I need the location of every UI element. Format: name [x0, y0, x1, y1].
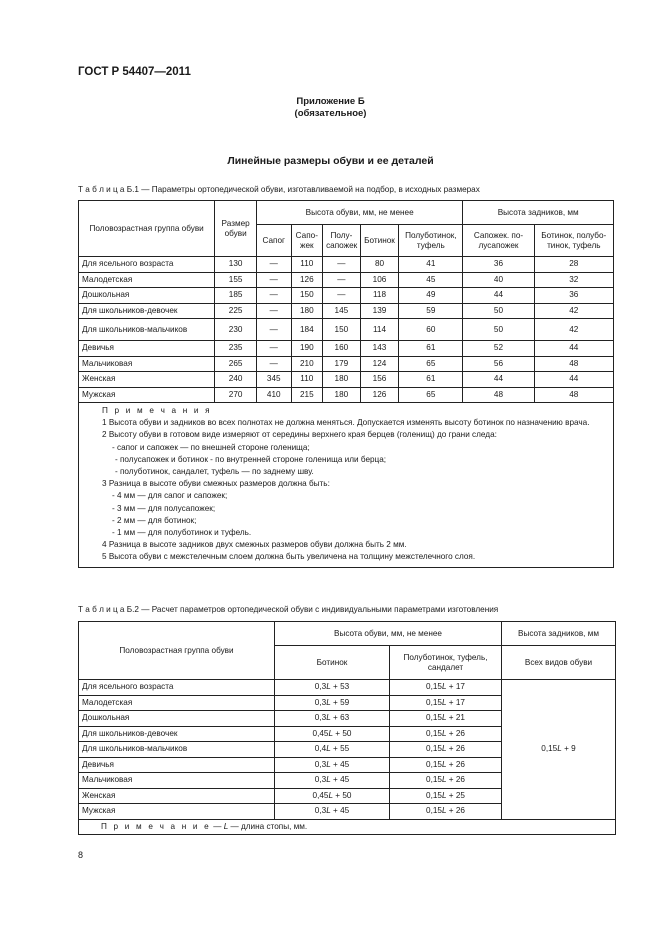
table-cell: 110	[291, 372, 323, 388]
table-cell: 270	[215, 387, 257, 403]
table-row	[79, 680, 616, 696]
formula-cell: 0,15L + 17	[390, 680, 502, 696]
formula-cell: 0,15L + 26	[390, 773, 502, 789]
table-cell: 410	[256, 387, 291, 403]
t1-header-heel: Высота задников, мм	[463, 201, 614, 225]
note-item: 1 Высота обуви и задников во всех полнотах не должна меняться. Допускается изменять высоту ботинок по назначению врача.	[102, 418, 590, 428]
table-cell: 118	[360, 288, 399, 304]
table-cell: —	[256, 341, 291, 357]
formula-cell: 0,3L + 63	[275, 711, 390, 727]
table-cell: 265	[215, 356, 257, 372]
table-cell: 126	[360, 387, 399, 403]
note-item: - 1 мм — для полуботинок и туфель.	[112, 528, 252, 538]
table-cell: 150	[291, 288, 323, 304]
note-item: - 2 мм — для ботинок;	[112, 515, 197, 525]
table2-caption-text: Б.2 — Расчет параметров ортопедической обуви с индивидуальными параметрами изготовления	[124, 605, 499, 614]
row-label: Малодетская	[79, 272, 215, 288]
note-item: - полуботинок, сандалет, туфель — по заднему шву.	[115, 467, 314, 477]
table-cell: 44	[534, 341, 613, 357]
table1-caption-text: Б.1 — Параметры ортопедической обуви, изготавливаемой на подбор, в исходных размерах	[124, 185, 480, 194]
table-cell: 40	[463, 272, 534, 288]
table1-caption-prefix: Т а б л и ц а	[78, 185, 125, 194]
table-cell: 110	[291, 257, 323, 273]
formula-cell: 0,15L + 26	[390, 757, 502, 773]
table-cell: 28	[534, 257, 613, 273]
table-cell: —	[323, 257, 361, 273]
table1-notes	[79, 403, 614, 568]
row-label: Малодетская	[79, 695, 275, 711]
row-label: Девичья	[79, 341, 215, 357]
table-cell: 126	[291, 272, 323, 288]
table-row	[79, 288, 614, 304]
formula-cell: 0,15L + 26	[390, 742, 502, 758]
formula-cell: 0,15L + 21	[390, 711, 502, 727]
table-cell: 160	[323, 341, 361, 357]
formula-cell: 0,15L + 17	[390, 695, 502, 711]
table-cell: —	[256, 272, 291, 288]
formula-cell: 0,3L + 53	[275, 680, 390, 696]
table-cell: 61	[399, 372, 463, 388]
table-cell: 215	[291, 387, 323, 403]
table-cell: 240	[215, 372, 257, 388]
table2	[78, 621, 616, 835]
table-cell: 185	[215, 288, 257, 304]
table2-caption-prefix: Т а б л и ц а	[78, 605, 125, 614]
note-item: - 4 мм — для сапог и сапожек;	[112, 491, 228, 501]
t1-sub-header: Сапо-жек	[291, 225, 323, 257]
table-row	[79, 372, 614, 388]
note-item: - полусапожек и ботинок - по внутренней стороне голенища или берца;	[115, 454, 387, 464]
table-cell: 59	[399, 303, 463, 319]
note-item: 5 Высота обуви с межстелечным слоем должна быть увеличена на толщину межстелечного слоя.	[102, 552, 476, 562]
row-label: Женская	[79, 372, 215, 388]
table-cell: 61	[399, 341, 463, 357]
table-cell: —	[256, 303, 291, 319]
table-cell: 41	[399, 257, 463, 273]
t2-sub-header: Всех видов обуви	[502, 646, 616, 680]
table-cell: 65	[399, 356, 463, 372]
appendix-title: Приложение Б	[296, 96, 365, 107]
table-cell: 60	[399, 319, 463, 341]
formula-cell: 0,15L + 26	[390, 804, 502, 820]
table-cell: 230	[215, 319, 257, 341]
table-cell: 32	[534, 272, 613, 288]
t1-sub-header: Полу-сапожек	[323, 225, 361, 257]
t2-sub-header: Ботинок	[275, 646, 390, 680]
row-label: Для школьников-девочек	[79, 303, 215, 319]
table2-note: П р и м е ч а н и е — L — длина стопы, мм.	[79, 819, 616, 834]
t1-sub-header: Полуботинок, туфель	[399, 225, 463, 257]
formula-cell: 0,15L + 26	[390, 726, 502, 742]
table-cell: 48	[534, 387, 613, 403]
table-cell: —	[256, 257, 291, 273]
t2-header-group: Половозрастная группа обуви	[79, 622, 275, 680]
table-cell: 42	[534, 303, 613, 319]
table-cell: 225	[215, 303, 257, 319]
table-cell: 210	[291, 356, 323, 372]
table-row	[79, 319, 614, 341]
formula-cell: 0,3L + 45	[275, 773, 390, 789]
table-cell: 49	[399, 288, 463, 304]
table-row	[79, 387, 614, 403]
table-cell: 48	[534, 356, 613, 372]
table1-caption	[78, 185, 480, 194]
row-label: Для ясельного возраста	[79, 680, 275, 696]
table-cell: 45	[399, 272, 463, 288]
table-row	[79, 272, 614, 288]
formula-cell: 0,45L + 50	[275, 726, 390, 742]
table-cell: 130	[215, 257, 257, 273]
table-cell: 50	[463, 303, 534, 319]
table-cell: —	[256, 356, 291, 372]
table-row	[79, 257, 614, 273]
table-cell: 345	[256, 372, 291, 388]
formula-cell: 0,3L + 45	[275, 804, 390, 820]
table-cell: —	[256, 288, 291, 304]
table1	[78, 200, 614, 568]
table-cell: 145	[323, 303, 361, 319]
formula-cell: 0,4L + 55	[275, 742, 390, 758]
table-cell: 180	[323, 372, 361, 388]
table-row	[79, 356, 614, 372]
table-cell: 42	[534, 319, 613, 341]
row-label: Девичья	[79, 757, 275, 773]
heel-all-formula: 0,15L + 9	[502, 680, 616, 820]
table-row	[79, 303, 614, 319]
table-cell: —	[323, 288, 361, 304]
note-item: 4 Разница в высоте задников двух смежных размеров обуви должна быть 2 мм.	[102, 540, 407, 550]
table-cell: 50	[463, 319, 534, 341]
t2-sub-header: Полуботинок, туфель, сандалет	[390, 646, 502, 680]
row-label: Мальчиковая	[79, 773, 275, 789]
row-label: Мальчиковая	[79, 356, 215, 372]
t1-sub-header: Сапог	[256, 225, 291, 257]
t1-header-group: Половозрастная группа обуви	[79, 201, 215, 257]
table-cell: 36	[463, 257, 534, 273]
table-cell: 155	[215, 272, 257, 288]
t1-sub-header: Ботинок, полубо-тинок, туфель	[534, 225, 613, 257]
formula-cell: 0,45L + 50	[275, 788, 390, 804]
row-label: Для школьников-мальчиков	[79, 319, 215, 341]
table-cell: 80	[360, 257, 399, 273]
note-item: 3 Разница в высоте обуви смежных размеров должна быть:	[102, 479, 330, 489]
notes-title: П р и м е ч а н и я	[102, 406, 212, 415]
table-cell: 56	[463, 356, 534, 372]
row-label: Дошкольная	[79, 288, 215, 304]
table-cell: 156	[360, 372, 399, 388]
row-label: Для школьников-мальчиков	[79, 742, 275, 758]
row-label: Женская	[79, 788, 275, 804]
note-item: 2 Высоту обуви в готовом виде измеряют от середины верхнего края берцев (голенищ) до грани следа:	[102, 430, 497, 440]
table-cell: 184	[291, 319, 323, 341]
table-cell: 52	[463, 341, 534, 357]
table-cell: 190	[291, 341, 323, 357]
table-cell: 179	[323, 356, 361, 372]
table-cell: 44	[463, 288, 534, 304]
table-cell: 106	[360, 272, 399, 288]
table-cell: 36	[534, 288, 613, 304]
formula-cell: 0,3L + 59	[275, 695, 390, 711]
table-cell: 139	[360, 303, 399, 319]
section-title: Линейные размеры обуви и ее деталей	[227, 155, 434, 167]
table-cell: 143	[360, 341, 399, 357]
table-cell: 114	[360, 319, 399, 341]
formula-cell: 0,3L + 45	[275, 757, 390, 773]
table-cell: 180	[291, 303, 323, 319]
table-cell: 235	[215, 341, 257, 357]
t1-sub-header: Сапожек. по-лусапожек	[463, 225, 534, 257]
table-cell: 44	[463, 372, 534, 388]
table-cell: 44	[534, 372, 613, 388]
table-cell: 150	[323, 319, 361, 341]
page-number: 8	[78, 850, 84, 860]
table-cell: 65	[399, 387, 463, 403]
t1-header-height: Высота обуви, мм, не менее	[256, 201, 462, 225]
row-label: Дошкольная	[79, 711, 275, 727]
formula-cell: 0,15L + 25	[390, 788, 502, 804]
row-label: Мужская	[79, 387, 215, 403]
table-cell: 48	[463, 387, 534, 403]
table-row	[79, 341, 614, 357]
t2-header-height: Высота обуви, мм, не менее	[275, 622, 502, 646]
note-item: - 3 мм — для полусапожек;	[112, 503, 216, 513]
note-item: - сапог и сапожек — по внешней стороне голенища;	[112, 442, 310, 452]
document-header: ГОСТ Р 54407—2011	[78, 66, 191, 78]
row-label: Для ясельного возраста	[79, 257, 215, 273]
appendix-status: (обязательное)	[294, 108, 367, 119]
table2-caption	[78, 605, 498, 614]
table-cell: —	[256, 319, 291, 341]
table-cell: —	[323, 272, 361, 288]
t2-header-heel: Высота задников, мм	[502, 622, 616, 646]
row-label: Для школьников-девочек	[79, 726, 275, 742]
table-cell: 180	[323, 387, 361, 403]
t1-header-size: Размер обуви	[215, 201, 257, 257]
table-cell: 124	[360, 356, 399, 372]
t1-sub-header: Ботинок	[360, 225, 399, 257]
row-label: Мужская	[79, 804, 275, 820]
